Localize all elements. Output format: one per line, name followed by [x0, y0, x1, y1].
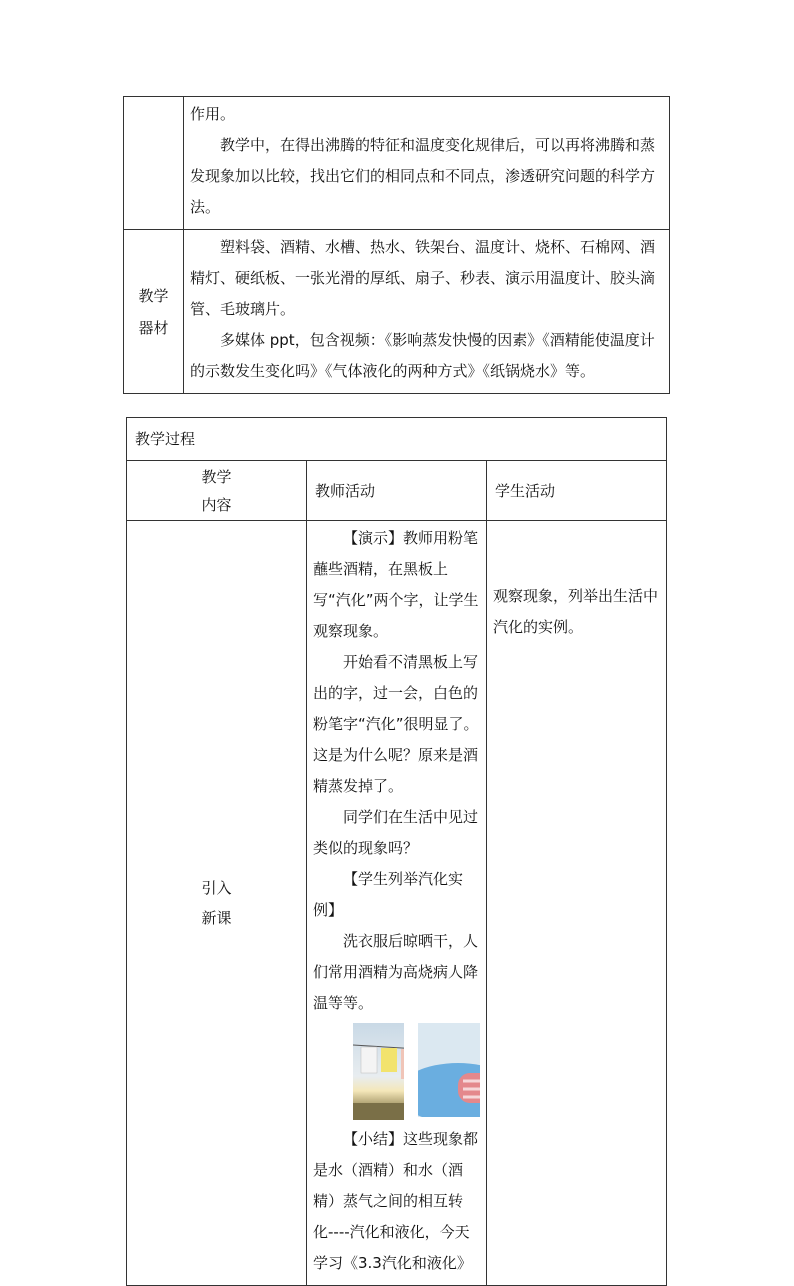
materials-label-cell: [124, 230, 184, 394]
paragraph: 塑料袋、酒精、水槽、热水、铁架台、温度计、烧杯、石棉网、酒精灯、硬纸板、一张光滑的厚纸、扇子、秒表、演示用温度计、胶头滴管、毛玻璃片。: [190, 238, 656, 318]
label-line: 教学: [138, 286, 169, 305]
table-row: [124, 230, 670, 394]
materials-table: [123, 96, 670, 394]
label-line: 教学: [201, 467, 232, 486]
paragraph: 洗衣服后晾晒干，人们常用酒精为高烧病人降温等等。: [313, 932, 479, 1012]
paragraph: 【学生列举汽化实例】: [313, 870, 464, 919]
paragraph: 同学们在生活中见过类似的现象吗？: [313, 808, 479, 857]
materials-text-cell: [184, 230, 670, 394]
laundry-photo: [353, 1023, 404, 1120]
process-table: [126, 417, 667, 1286]
paragraph: 教学中，在得出沸腾的特征和温度变化规律后，可以再将沸腾和蒸发现象加以比较，找出它们的相同点和不同点，渗透研究问题的科学方法。: [190, 136, 656, 216]
table-row: [127, 418, 667, 461]
paragraph: 【小结】这些现象都是水（酒精）和水（酒精）蒸气之间的相互转化----汽化和液化，今天学习《3.3汽化和液化》: [313, 1130, 479, 1272]
sick-child-photo: [418, 1023, 480, 1117]
section-label-cell: [127, 521, 307, 1286]
process-title: 教学过程: [127, 418, 667, 461]
paragraph: 开始看不清黑板上写出的字，过一会，白色的粉笔字“汽化”很明显了。这是为什么呢？原来是酒精蒸发掉了。: [313, 653, 479, 795]
teacher-activity-cell: [307, 521, 487, 1286]
empty-label-cell: [124, 97, 184, 230]
label-line: 内容: [201, 495, 232, 514]
paragraph: 作用。: [190, 105, 236, 123]
column-header-content: [127, 461, 307, 521]
photo-row: [313, 1019, 480, 1124]
label-line: 引入: [201, 879, 232, 897]
table-header-row: [127, 461, 667, 521]
table-row: [124, 97, 670, 230]
column-header-student: 学生活动: [487, 461, 667, 521]
paragraph: 多媒体 ppt，包含视频：《影响蒸发快慢的因素》《酒精能使温度计的示数发生变化吗》《气体液化的两种方式》《纸锅烧水》等。: [190, 331, 655, 380]
paragraph: 【演示】教师用粉笔蘸些酒精，在黑板上写“汽化”两个字，让学生观察现象。: [313, 529, 479, 640]
label-line: 新课: [201, 909, 232, 927]
column-header-teacher: 教师活动: [307, 461, 487, 521]
intro-text-cell: [184, 97, 670, 230]
student-activity-cell: 观察现象，列举出生活中汽化的实例。: [487, 521, 667, 1286]
label-line: 器材: [138, 318, 169, 337]
table-row: [127, 521, 667, 1286]
